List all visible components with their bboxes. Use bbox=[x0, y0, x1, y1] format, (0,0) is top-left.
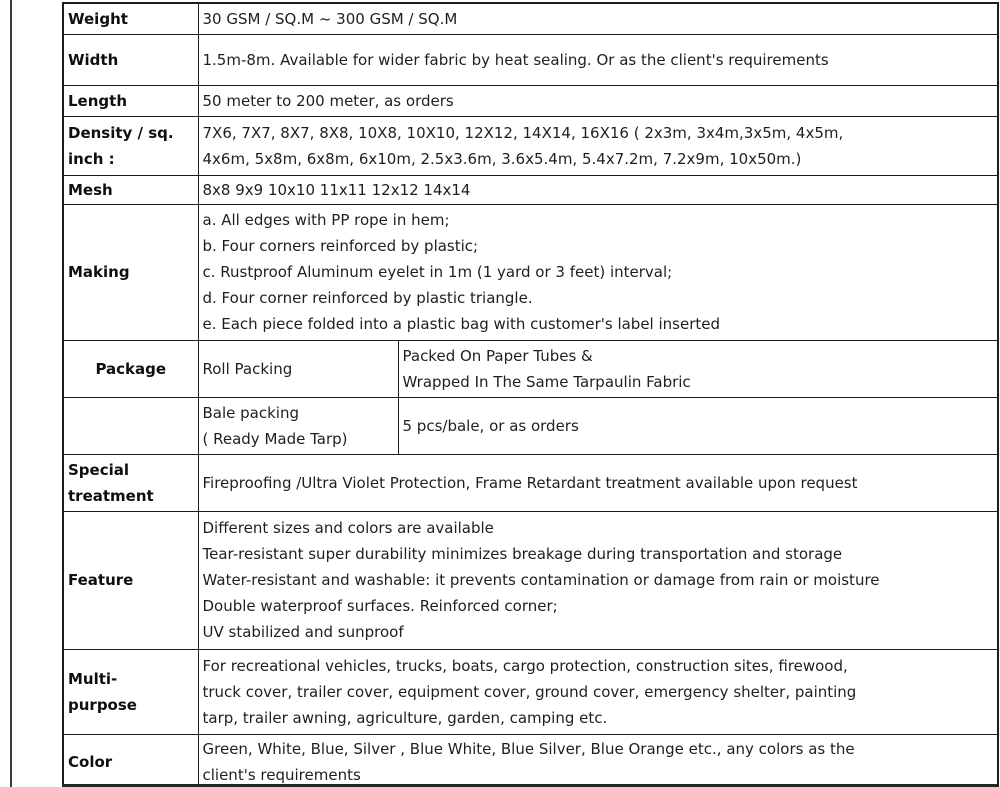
package-bale-detail: 5 pcs/bale, or as orders bbox=[398, 397, 998, 454]
spec-row-package-roll bbox=[63, 340, 998, 397]
spec-row-multi-purpose bbox=[63, 649, 998, 734]
spec-label-density: Density / sq. inch : bbox=[63, 116, 198, 175]
spec-label-weight: Weight bbox=[63, 3, 198, 34]
spec-label-color: Color bbox=[63, 734, 198, 787]
spec-row-weight bbox=[63, 3, 998, 34]
spec-value-making: a. All edges with PP rope in hem; b. Four corners reinforced by plastic; c. Rustproof Aluminum eyelet in 1m (1 yard or 3 feet) interval; d. Four corner reinforced by plastic triangle. e. Each piece folded into a plastic bag with customer's label inserted bbox=[198, 204, 998, 340]
spec-label-package-empty bbox=[63, 397, 198, 454]
spec-value-width: 1.5m-8m. Available for wider fabric by heat sealing. Or as the client's requirements bbox=[198, 34, 998, 85]
spec-value-weight: 30 GSM / SQ.M ~ 300 GSM / SQ.M bbox=[198, 3, 998, 34]
spec-value-length: 50 meter to 200 meter, as orders bbox=[198, 85, 998, 116]
spec-value-feature: Different sizes and colors are available Tear-resistant super durability minimizes breakage during transportation and storage Water-resistant and washable: it prevents contamination or damage from rain or moisture Double waterproof surfaces. Reinforced corner; UV stabilized and sunproof bbox=[198, 511, 998, 649]
spec-row-mesh bbox=[63, 175, 998, 204]
spec-row-feature bbox=[63, 511, 998, 649]
spec-value-special-treatment: Fireproofing /Ultra Violet Protection, Frame Retardant treatment available upon request bbox=[198, 454, 998, 511]
package-bale-method: Bale packing ( Ready Made Tarp) bbox=[198, 397, 398, 454]
spec-label-length: Length bbox=[63, 85, 198, 116]
spec-label-width: Width bbox=[63, 34, 198, 85]
spec-value-color: Green, White, Blue, Silver , Blue White, Blue Silver, Blue Orange etc., any colors as the client's requirements bbox=[198, 734, 998, 787]
package-roll-detail: Packed On Paper Tubes & Wrapped In The Same Tarpaulin Fabric bbox=[398, 340, 998, 397]
spec-value-mesh: 8x8 9x9 10x10 11x11 12x12 14x14 bbox=[198, 175, 998, 204]
spec-label-feature: Feature bbox=[63, 511, 198, 649]
spec-label-package: Package bbox=[63, 340, 198, 397]
spec-value-multi-purpose: For recreational vehicles, trucks, boats, cargo protection, construction sites, firewood, truck cover, trailer cover, equipment cover, ground cover, emergency shelter, painting tarp, trailer awning, agriculture, garden, camping etc. bbox=[198, 649, 998, 734]
spec-row-density bbox=[63, 116, 998, 175]
left-border-line bbox=[10, 0, 12, 787]
spec-row-special-treatment bbox=[63, 454, 998, 511]
package-roll-method: Roll Packing bbox=[198, 340, 398, 397]
spec-row-length bbox=[63, 85, 998, 116]
spec-row-making bbox=[63, 204, 998, 340]
spec-row-color bbox=[63, 734, 998, 787]
spec-label-mesh: Mesh bbox=[63, 175, 198, 204]
spec-row-width bbox=[63, 34, 998, 85]
spec-label-special-treatment: Special treatment bbox=[63, 454, 198, 511]
spec-row-package-bale bbox=[63, 397, 998, 454]
product-spec-table bbox=[62, 2, 999, 787]
spec-label-multi-purpose: Multi- purpose bbox=[63, 649, 198, 734]
spec-value-density: 7X6, 7X7, 8X7, 8X8, 10X8, 10X10, 12X12, 14X14, 16X16 ( 2x3m, 3x4m,3x5m, 4x5m, 4x6m, 5x8m, 6x8m, 6x10m, 2.5x3.6m, 3.6x5.4m, 5.4x7.2m, 7.2x9m, 10x50m.) bbox=[198, 116, 998, 175]
spec-label-making: Making bbox=[63, 204, 198, 340]
